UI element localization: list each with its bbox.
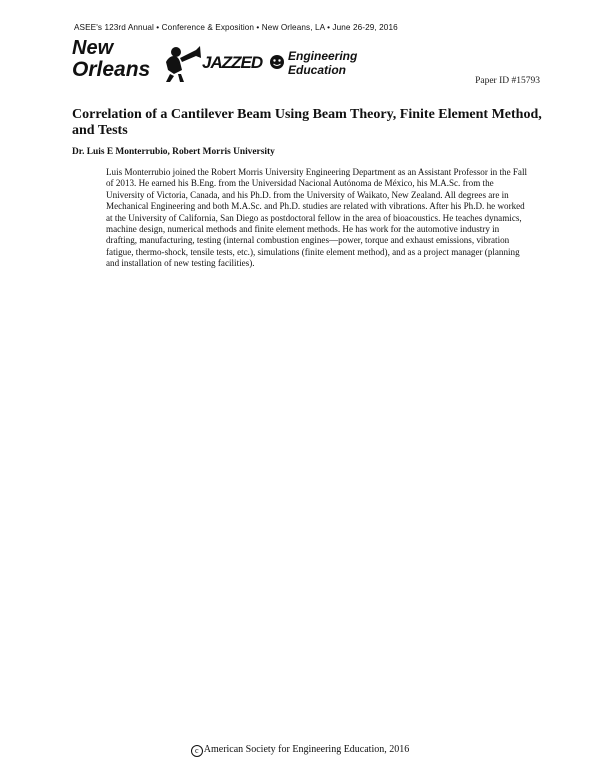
logo-orleans: Orleans — [72, 58, 151, 81]
logo-new: New — [72, 37, 114, 59]
paper-id: Paper ID #15793 — [475, 76, 540, 86]
conference-logo — [70, 36, 380, 84]
logo-jazzed: JAZZED — [202, 53, 263, 72]
copyright-text: American Society for Engineering Education, 2016 — [203, 744, 410, 755]
trumpet-player-icon — [166, 46, 201, 82]
conference-header: ASEE's 123rd Annual • Conference & Exposition • New Orleans, LA • June 26-29, 2016 — [74, 23, 398, 32]
author-bio: Luis Monterrubio joined the Robert Morris University Engineering Department as an Assistant Professor in the Fall of 2013. He earned his B.Eng. from the Universidad Nacional Autónoma de México, his M.A.Sc. from the University of Victoria, Canada, and his Ph.D. from the University of Waikato, New Zealand. All degrees are in Mechanical Engineering and both M.A.Sc. and Ph.D. studies are related with vibrations. After his Ph.D. he worked at the University of California, San Diego as postdoctoral fellow in the area of bioacoustics. He teaches dynamics, machine design, numerical methods and finite element methods. He has work for the automotive industry in drafting, manufacturing, testing (internal combustion engines—power, torque and exhaust emissions, vibration fatigue, thermo-shock, tensile tests, etc.), simulations (finite element method), and as a project manager (planning and installation of new testing facilities). — [106, 167, 528, 269]
logo-education: Education — [288, 63, 347, 77]
splash-icon — [270, 55, 284, 69]
copyright-icon: c — [191, 745, 203, 757]
author-line: Dr. Luis E Monterrubio, Robert Morris University — [72, 147, 275, 157]
logo-engineering: Engineering — [288, 49, 358, 63]
paper-title: Correlation of a Cantilever Beam Using Beam Theory, Finite Element Method, and Tests — [72, 107, 542, 138]
copyright-footer — [0, 744, 600, 757]
